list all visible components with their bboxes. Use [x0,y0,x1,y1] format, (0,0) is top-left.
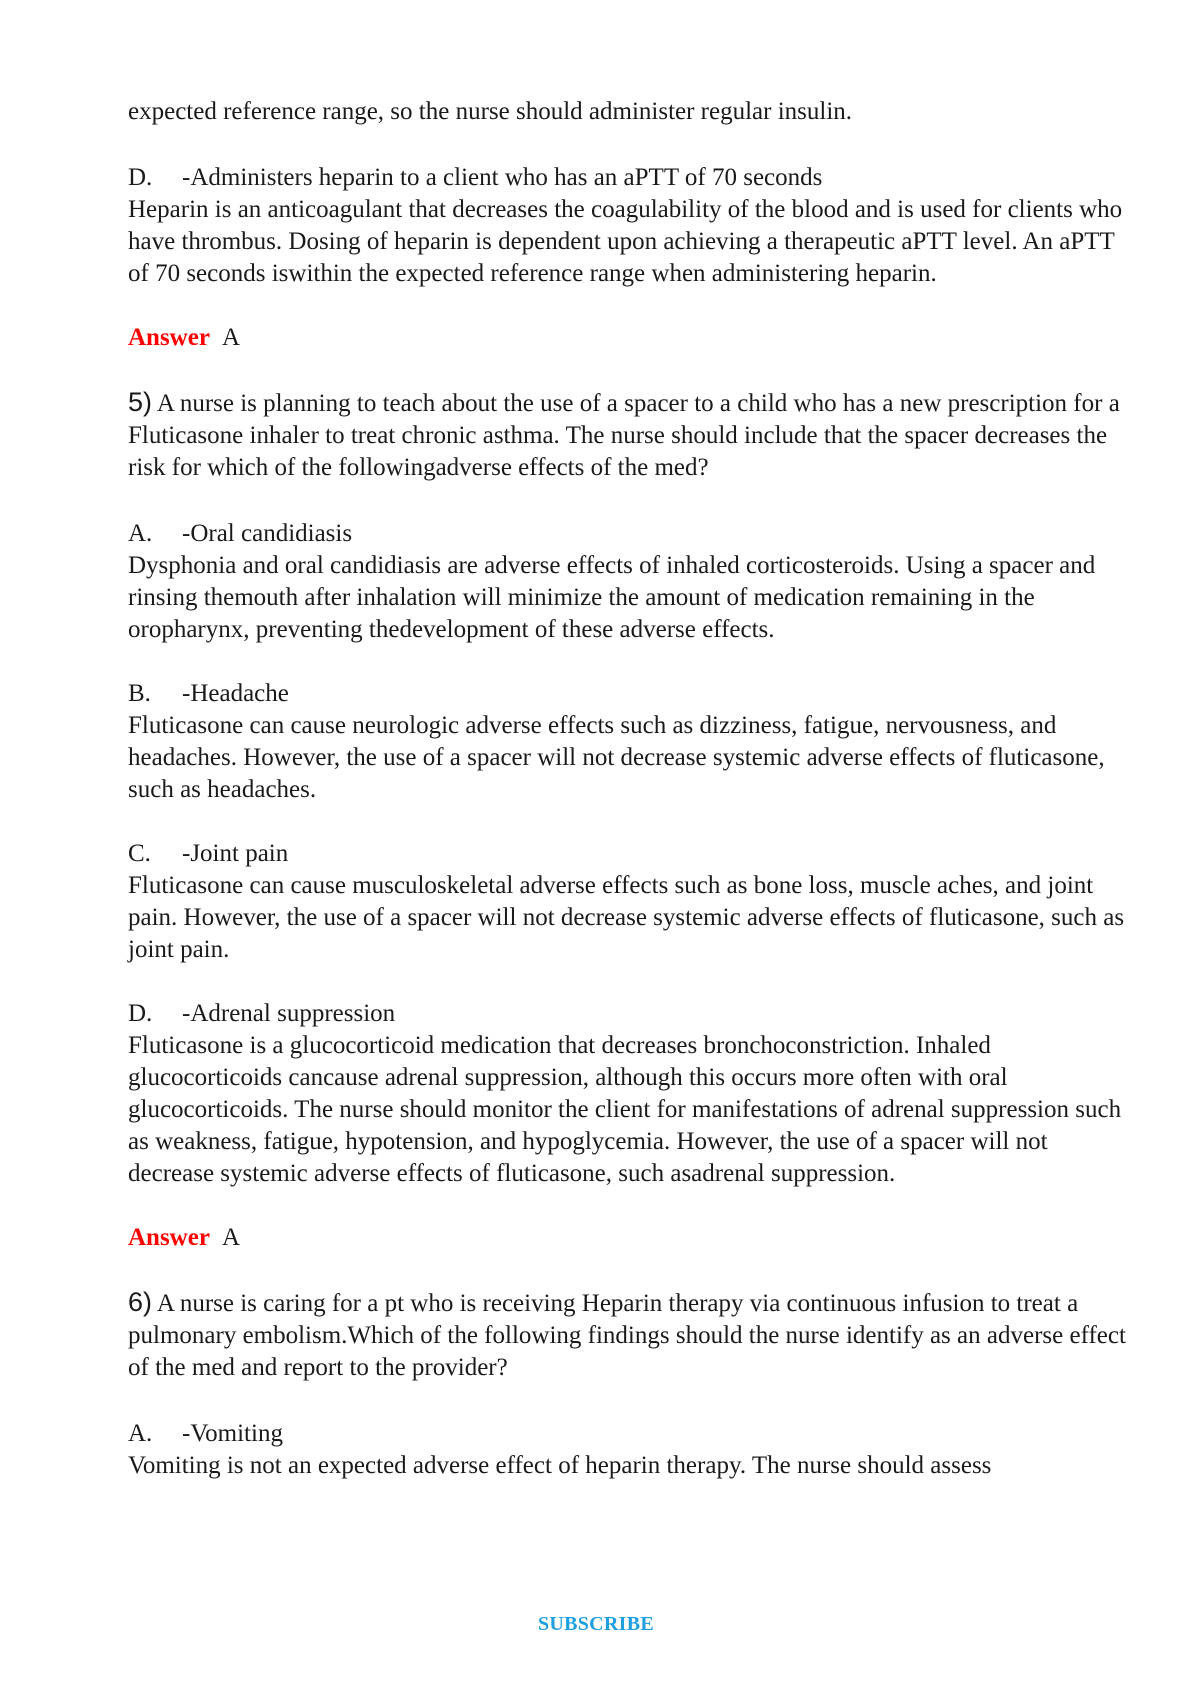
option-heading [128,518,1128,550]
option-heading [128,678,1128,710]
page-content [128,96,1128,1482]
option-explanation: Fluticasone can cause neurologic adverse effects such as dizziness, fatigue, nervousness, and headaches. However, the use of a spacer will not decrease systemic adverse effects of fluticasone, such as headaches. [128,712,1105,803]
option-explanation: Heparin is an anticoagulant that decreases the coagulability of the blood and is used for clients who have thrombus. Dosing of heparin is dependent upon achieving a therapeutic aPTT level. An aPTT of 70 seconds iswithin the expected reference range when administering heparin. [128,196,1123,287]
question-6 [128,1286,1128,1384]
option-title: -Adrenal suppression [182,1000,396,1027]
answer-label: Answer [128,1224,210,1251]
option-letter: A. [128,1420,153,1447]
option-explanation: Vomiting is not an expected adverse effect of heparin therapy. The nurse should assess [128,1452,992,1479]
option-heading [128,998,1128,1030]
option-explanation: Fluticasone is a glucocorticoid medication that decreases bronchoconstriction. Inhaled glucocorticoids cancause adrenal suppression, although this occurs more often with oral glucocorticoids. The nurse should monitor the client for manifestations of adrenal suppression such as weakness, fatigue, hypotension, and hypoglycemia. However, the use of a spacer will not decrease systemic adverse effects of fluticasone, such asadrenal suppression. [128,1032,1122,1187]
answer-value: A [221,1224,240,1251]
option-letter: B. [128,680,151,707]
answer-value: A [221,324,240,351]
answer-line [128,322,1128,354]
option-heading [128,162,1128,194]
question-number: 6) [128,1287,153,1317]
option-letter: D. [128,164,153,191]
question-number: 5) [128,387,153,417]
option-title: -Oral candidiasis [182,520,353,547]
option-heading [128,1418,1128,1450]
subscribe-link[interactable]: SUBSCRIBE [537,1613,655,1635]
question-text: A nurse is planning to teach about the use of a spacer to a child who has a new prescription for a Fluticasone inhaler to treat chronic asthma. The nurse should include that the spacer decreases the risk for which of the followingadverse effects of the med? [128,390,1120,481]
option-letter: C. [128,840,151,867]
option-explanation: Dysphonia and oral candidiasis are adverse effects of inhaled corticosteroids. Using a spacer and rinsing themouth after inhalation will minimize the amount of medication remaining in the oropharynx, preventing thedevelopment of these adverse effects. [128,552,1096,643]
option-title: -Headache [182,680,289,707]
option-title: -Vomiting [182,1420,283,1447]
answer-label: Answer [128,324,210,351]
option-explanation: Fluticasone can cause musculoskeletal adverse effects such as bone loss, muscle aches, and joint pain. However, the use of a spacer will not decrease systemic adverse effects of fluticasone, such as joint pain. [128,872,1125,963]
option-heading [128,838,1128,870]
option-letter: A. [128,520,153,547]
question-5 [128,386,1128,484]
answer-line [128,1222,1128,1254]
option-title: -Administers heparin to a client who has an aPTT of 70 seconds [182,164,823,191]
question-text: A nurse is caring for a pt who is receiving Heparin therapy via continuous infusion to treat a pulmonary embolism.Which of the following findings should the nurse identify as an adverse effect of the med and report to the provider? [128,1290,1126,1381]
option-title: -Joint pain [182,840,289,867]
option-letter: D. [128,1000,153,1027]
continued-text: expected reference range, so the nurse should administer regular insulin. [128,98,853,125]
